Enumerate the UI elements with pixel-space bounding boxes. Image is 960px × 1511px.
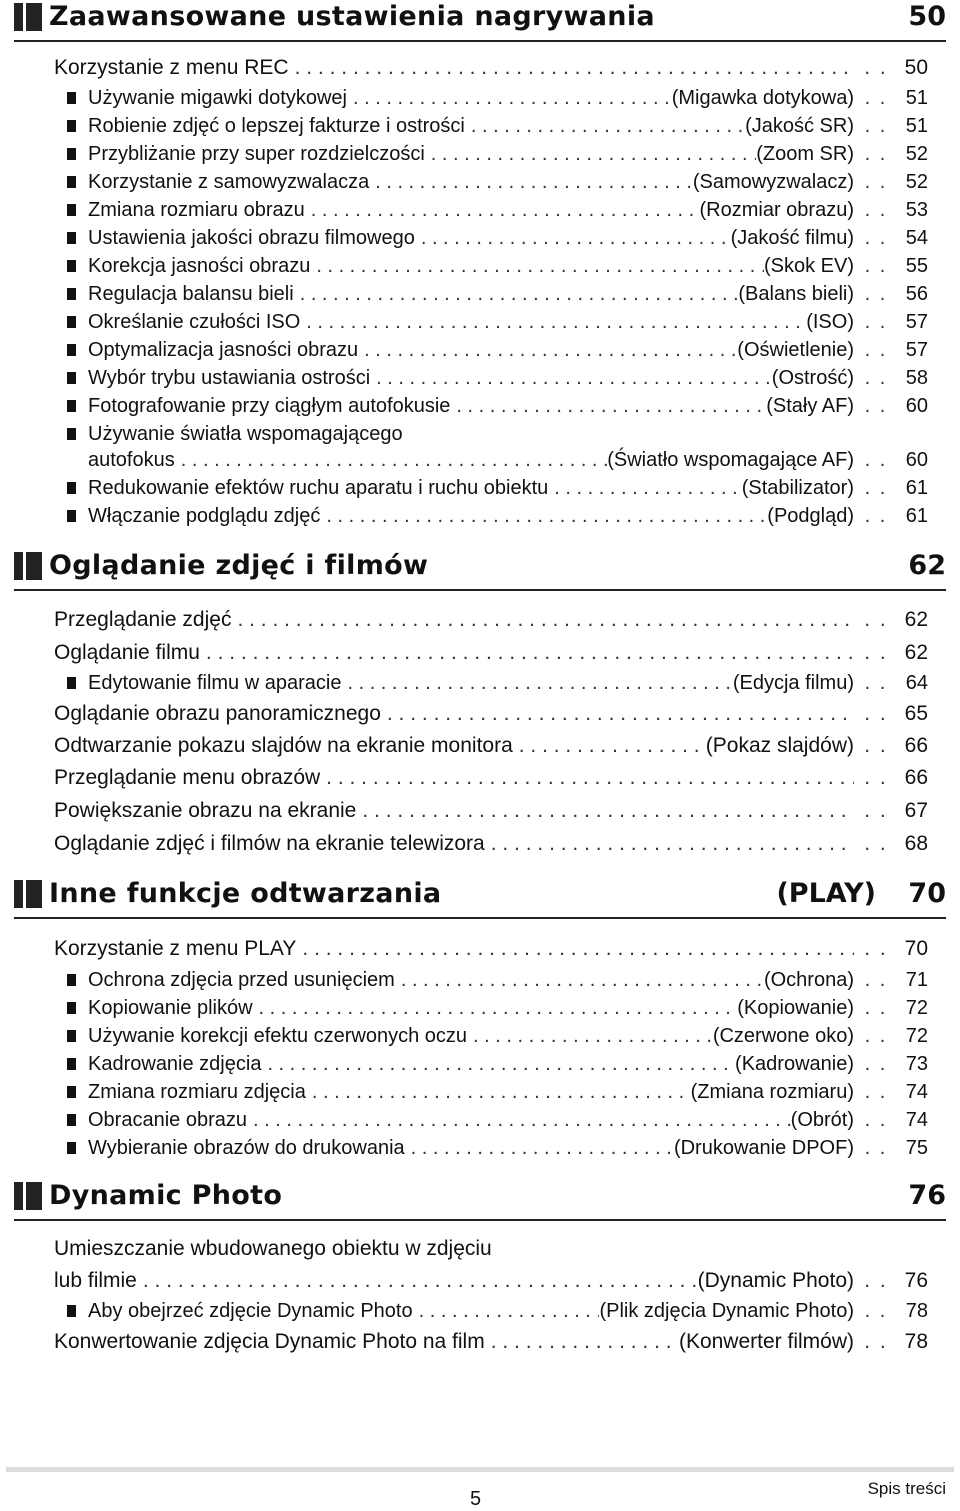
bullet-icon bbox=[67, 677, 76, 689]
toc-section bbox=[0, 0, 960, 42]
leader-dots-tail: . . bbox=[864, 56, 888, 79]
toc-section bbox=[0, 1179, 960, 1221]
toc-entry[interactable] bbox=[0, 933, 960, 965]
leader-dots bbox=[347, 84, 672, 112]
section-title-suffix: (PLAY) bbox=[776, 878, 876, 909]
toc-entry[interactable] bbox=[0, 637, 960, 669]
leader-dots bbox=[415, 224, 731, 252]
section-title: Zaawansowane ustawienia nagrywania bbox=[49, 1, 655, 32]
toc-entry-page: 73 bbox=[905, 1053, 928, 1075]
bullet-icon bbox=[67, 92, 76, 104]
leader-dots-tail: . . bbox=[864, 766, 888, 789]
toc-entry[interactable] bbox=[0, 1134, 960, 1162]
bullet-icon bbox=[67, 1002, 76, 1014]
section-page-number: 76 bbox=[908, 1180, 946, 1211]
bullet-icon bbox=[67, 260, 76, 272]
bullet-icon bbox=[67, 400, 76, 412]
toc-entry-page: 52 bbox=[905, 171, 928, 193]
toc-entry-page: 54 bbox=[905, 227, 928, 249]
leader-dots bbox=[465, 112, 745, 140]
toc-entry[interactable] bbox=[0, 1265, 960, 1297]
toc-entry-page: 72 bbox=[905, 1025, 928, 1047]
toc-entry[interactable] bbox=[0, 308, 960, 336]
toc-entry-menu-ref: (Stabilizator) bbox=[741, 477, 854, 499]
leader-dots-tail: . . bbox=[864, 608, 888, 631]
bullet-icon bbox=[67, 482, 76, 494]
section-title: Dynamic Photo bbox=[49, 1180, 283, 1211]
leader-dots bbox=[310, 252, 764, 280]
toc-entry-label: Oglądanie obrazu panoramicznego bbox=[54, 702, 381, 725]
toc-entry-page: 78 bbox=[904, 1330, 928, 1353]
toc-entry[interactable] bbox=[0, 84, 960, 112]
toc-entry-menu-ref: (Kadrowanie) bbox=[735, 1053, 854, 1075]
toc-entry-page: 58 bbox=[905, 367, 928, 389]
bullet-icon bbox=[67, 1142, 76, 1154]
toc-entry-page: 65 bbox=[904, 702, 928, 725]
toc-entry[interactable] bbox=[0, 446, 960, 474]
leader-dots-tail: . . bbox=[864, 227, 888, 249]
leader-dots-tail: . . bbox=[864, 199, 888, 221]
leader-dots-tail: . . bbox=[864, 672, 888, 694]
toc-entry-menu-ref: (Drukowanie DPOF) bbox=[673, 1137, 854, 1159]
leader-dots bbox=[320, 762, 854, 794]
bullet-icon bbox=[67, 204, 76, 216]
toc-entry-label: Korzystanie z samowyzwalacza bbox=[88, 171, 370, 193]
leader-dots bbox=[300, 308, 806, 336]
leader-dots bbox=[513, 730, 706, 762]
toc-entry-page: 57 bbox=[905, 311, 928, 333]
toc-entry-page: 52 bbox=[905, 143, 928, 165]
bullet-icon bbox=[67, 232, 76, 244]
toc-entry-label: Kadrowanie zdjęcia bbox=[88, 1053, 262, 1075]
leader-dots bbox=[261, 1050, 735, 1078]
bullet-icon bbox=[67, 974, 76, 986]
toc-entry-label: Korzystanie z menu REC bbox=[54, 56, 289, 79]
toc-entry[interactable] bbox=[0, 280, 960, 308]
toc-entry[interactable] bbox=[0, 1297, 960, 1325]
leader-dots bbox=[306, 1078, 691, 1106]
toc-entry[interactable] bbox=[0, 196, 960, 224]
toc-section bbox=[0, 549, 960, 591]
toc-entry-page: 66 bbox=[904, 766, 928, 789]
leader-dots bbox=[253, 994, 738, 1022]
bullet-icon bbox=[67, 1030, 76, 1042]
toc-entry-label: lub filmie bbox=[54, 1269, 137, 1292]
toc-entry-page: 72 bbox=[905, 997, 928, 1019]
toc-entry-menu-ref: (Ostrość) bbox=[771, 367, 854, 389]
section-header bbox=[14, 877, 946, 919]
toc-entry[interactable] bbox=[0, 1078, 960, 1106]
toc-entry-page: 56 bbox=[905, 283, 928, 305]
toc-entry-label: Kopiowanie plików bbox=[88, 997, 253, 1019]
toc-entry[interactable] bbox=[0, 168, 960, 196]
page-number: 5 bbox=[470, 1488, 482, 1510]
leader-dots-tail: . . bbox=[864, 1053, 888, 1075]
leader-dots bbox=[369, 168, 693, 196]
section-marker-icon bbox=[14, 880, 42, 908]
toc-entry-page: 61 bbox=[905, 505, 928, 527]
toc-entry-label: Przeglądanie menu obrazów bbox=[54, 766, 321, 789]
toc-entry-label: Zmiana rozmiaru obrazu bbox=[88, 199, 305, 221]
bullet-icon bbox=[67, 510, 76, 522]
toc-entry-page: 74 bbox=[905, 1081, 928, 1103]
toc-entry[interactable] bbox=[0, 698, 960, 730]
toc-entry-label: Włączanie podglądu zdjęć bbox=[88, 505, 321, 527]
leader-dots bbox=[231, 604, 854, 636]
toc-entry-page: 60 bbox=[905, 395, 928, 417]
toc-entry-label: Przeglądanie zdjęć bbox=[54, 608, 232, 631]
toc-entry-page: 57 bbox=[905, 339, 928, 361]
section-marker-icon bbox=[14, 1182, 42, 1210]
toc-entry-menu-ref: (Dynamic Photo) bbox=[697, 1269, 854, 1292]
leader-dots-tail: . . bbox=[864, 997, 888, 1019]
toc-entry[interactable] bbox=[0, 730, 960, 762]
toc-entry-label-line1[interactable]: Używanie światła wspomagającego bbox=[88, 423, 403, 445]
toc-entry-menu-ref: (Jakość SR) bbox=[745, 115, 854, 137]
toc-entry-label: Edytowanie filmu w aparacie bbox=[88, 672, 342, 694]
toc-entry-menu-ref: (Migawka dotykowa) bbox=[671, 87, 854, 109]
footer-divider bbox=[6, 1467, 954, 1472]
toc-entry-page: 62 bbox=[904, 608, 928, 631]
bullet-icon bbox=[67, 344, 76, 356]
leader-dots-tail: . . bbox=[864, 832, 888, 855]
toc-entry-label: Odtwarzanie pokazu slajdów na ekranie monitora bbox=[54, 734, 513, 757]
toc-entry[interactable] bbox=[0, 392, 960, 420]
section-header bbox=[14, 1179, 946, 1221]
toc-entry-label-line1[interactable]: Umieszczanie wbudowanego obiektu w zdjęciu bbox=[54, 1237, 492, 1260]
toc-entry-page: 64 bbox=[905, 672, 928, 694]
toc-entry-menu-ref: (Samowyzwalacz) bbox=[692, 171, 854, 193]
toc-entry-label: Ustawienia jakości obrazu filmowego bbox=[88, 227, 415, 249]
leader-dots-tail: . . bbox=[864, 702, 888, 725]
toc-entry-page: 78 bbox=[905, 1300, 928, 1322]
leader-dots bbox=[370, 364, 772, 392]
toc-entry[interactable] bbox=[0, 474, 960, 502]
toc-entry-label: Oglądanie filmu bbox=[54, 641, 200, 664]
bullet-icon bbox=[67, 1114, 76, 1126]
bullet-icon bbox=[67, 176, 76, 188]
toc-entry-page: 70 bbox=[904, 937, 928, 960]
leader-dots bbox=[450, 392, 766, 420]
toc-entry-page: 53 bbox=[905, 199, 928, 221]
section-marker-icon bbox=[14, 552, 42, 580]
leader-dots-tail: . . bbox=[864, 367, 888, 389]
toc-entry[interactable] bbox=[0, 669, 960, 697]
toc-entry-label: Powiększanie obrazu na ekranie bbox=[54, 799, 357, 822]
leader-dots bbox=[358, 336, 737, 364]
toc-entry-label: Regulacja balansu bieli bbox=[88, 283, 294, 305]
toc-entry-menu-ref: (Rozmiar obrazu) bbox=[699, 199, 854, 221]
leader-dots bbox=[296, 933, 854, 965]
toc-entry-label: Obracanie obrazu bbox=[88, 1109, 247, 1131]
toc-section bbox=[0, 877, 960, 919]
leader-dots bbox=[305, 196, 700, 224]
toc-entry-label: Fotografowanie przy ciągłym autofokusie bbox=[88, 395, 451, 417]
toc-entry-menu-ref: (Obrót) bbox=[790, 1109, 854, 1131]
toc-entry[interactable] bbox=[0, 140, 960, 168]
leader-dots bbox=[413, 1297, 600, 1325]
toc-entry-label: Używanie korekcji efektu czerwonych oczu bbox=[88, 1025, 468, 1047]
toc-entry-label: Ochrona zdjęcia przed usunięciem bbox=[88, 969, 395, 991]
leader-dots bbox=[485, 828, 854, 860]
section-header bbox=[14, 0, 946, 42]
toc-entry-menu-ref: (Podgląd) bbox=[767, 505, 854, 527]
toc-entry-label: Zmiana rozmiaru zdjęcia bbox=[88, 1081, 306, 1103]
leader-dots-tail: . . bbox=[864, 1025, 888, 1047]
toc-entry-menu-ref: (Edycja filmu) bbox=[732, 672, 854, 694]
leader-dots-tail: . . bbox=[864, 477, 888, 499]
toc-entry-page: 60 bbox=[905, 449, 928, 471]
leader-dots bbox=[425, 140, 756, 168]
toc-entry-page: 55 bbox=[905, 255, 928, 277]
toc-entry[interactable] bbox=[0, 966, 960, 994]
section-page-number: 70 bbox=[908, 878, 946, 909]
section-header bbox=[14, 549, 946, 591]
toc-entry-menu-ref: (Pokaz slajdów) bbox=[705, 734, 854, 757]
toc-entry-label: Redukowanie efektów ruchu aparatu i ruchu obiektu bbox=[88, 477, 549, 499]
toc-entry-menu-ref: (Konwerter filmów) bbox=[678, 1330, 854, 1353]
toc-entry-menu-ref: (Zoom SR) bbox=[756, 143, 854, 165]
leader-dots-tail: . . bbox=[864, 1081, 888, 1103]
toc-entry-label: autofokus bbox=[88, 449, 175, 471]
bullet-icon bbox=[67, 288, 76, 300]
leader-dots-tail: . . bbox=[864, 395, 888, 417]
toc-entry-page: 51 bbox=[905, 87, 928, 109]
section-title: Inne funkcje odtwarzania bbox=[49, 878, 442, 909]
toc-entry-page: 76 bbox=[904, 1269, 928, 1292]
leader-dots bbox=[405, 1134, 674, 1162]
leader-dots-tail: . . bbox=[864, 143, 888, 165]
toc-entry-label: Korzystanie z menu PLAY bbox=[54, 937, 297, 960]
toc-entry-label: Wybór trybu ustawiania ostrości bbox=[88, 367, 371, 389]
toc-entry-menu-ref: (Balans bieli) bbox=[738, 283, 854, 305]
section-title: Oglądanie zdjęć i filmów bbox=[49, 550, 429, 581]
leader-dots-tail: . . bbox=[864, 1330, 888, 1353]
toc-entry-menu-ref: (Światło wspomagające AF) bbox=[607, 449, 854, 471]
leader-dots bbox=[381, 698, 854, 730]
toc-entry[interactable] bbox=[0, 762, 960, 794]
leader-dots-tail: . . bbox=[864, 171, 888, 193]
toc-entry-label: Oglądanie zdjęć i filmów na ekranie telewizora bbox=[54, 832, 485, 855]
toc-entry[interactable] bbox=[0, 1106, 960, 1134]
toc-entry[interactable] bbox=[0, 1022, 960, 1050]
leader-dots bbox=[294, 280, 739, 308]
toc-entry[interactable] bbox=[0, 828, 960, 860]
toc-entry-label: Optymalizacja jasności obrazu bbox=[88, 339, 359, 361]
bullet-icon bbox=[67, 428, 76, 440]
toc-entry-menu-ref: (Skok EV) bbox=[763, 255, 854, 277]
toc-entry-menu-ref: (Ochrona) bbox=[763, 969, 854, 991]
toc-entry-label: Przybliżanie przy super rozdzielczości bbox=[88, 143, 425, 165]
toc-entry[interactable] bbox=[0, 112, 960, 140]
leader-dots bbox=[289, 52, 854, 84]
toc-entry-menu-ref: (ISO) bbox=[806, 311, 854, 333]
leader-dots-tail: . . bbox=[864, 1109, 888, 1131]
toc-entry[interactable] bbox=[0, 224, 960, 252]
toc-entry[interactable] bbox=[0, 52, 960, 84]
footer-label: Spis treści bbox=[867, 1479, 946, 1498]
leader-dots bbox=[175, 446, 607, 474]
bullet-icon bbox=[67, 1086, 76, 1098]
toc-entry[interactable] bbox=[0, 336, 960, 364]
toc-entry[interactable] bbox=[0, 252, 960, 280]
toc-entry-page: 68 bbox=[904, 832, 928, 855]
leader-dots-tail: . . bbox=[864, 115, 888, 137]
leader-dots bbox=[467, 1022, 713, 1050]
toc-entry-label: Określanie czułości ISO bbox=[88, 311, 301, 333]
leader-dots bbox=[395, 966, 764, 994]
toc-entry-page: 67 bbox=[904, 799, 928, 822]
toc-entry-label: Korekcja jasności obrazu bbox=[88, 255, 311, 277]
section-marker-icon bbox=[14, 3, 42, 31]
toc-entry-label: Robienie zdjęć o lepszej fakturze i ostrości bbox=[88, 115, 465, 137]
toc-entry-page: 74 bbox=[905, 1109, 928, 1131]
toc-entry-menu-ref: (Plik zdjęcia Dynamic Photo) bbox=[599, 1300, 854, 1322]
bullet-icon bbox=[67, 1058, 76, 1070]
leader-dots-tail: . . bbox=[864, 255, 888, 277]
toc-entry-label: Konwertowanie zdjęcia Dynamic Photo na film bbox=[54, 1330, 485, 1353]
bullet-icon bbox=[67, 1305, 76, 1317]
toc-entry[interactable] bbox=[0, 364, 960, 392]
section-page-number: 62 bbox=[908, 550, 946, 581]
leader-dots-tail: . . bbox=[864, 799, 888, 822]
leader-dots bbox=[137, 1265, 698, 1297]
bullet-icon bbox=[67, 372, 76, 384]
leader-dots-tail: . . bbox=[864, 505, 888, 527]
toc-entry-menu-ref: (Oświetlenie) bbox=[737, 339, 854, 361]
toc-entry[interactable] bbox=[0, 1326, 960, 1358]
leader-dots-tail: . . bbox=[864, 87, 888, 109]
leader-dots bbox=[341, 669, 732, 697]
leader-dots-tail: . . bbox=[864, 641, 888, 664]
toc-entry-label: Aby obejrzeć zdjęcie Dynamic Photo bbox=[88, 1300, 413, 1322]
leader-dots-tail: . . bbox=[864, 283, 888, 305]
leader-dots bbox=[548, 474, 741, 502]
toc-entry-menu-ref: (Jakość filmu) bbox=[730, 227, 854, 249]
leader-dots bbox=[247, 1106, 791, 1134]
toc-entry[interactable] bbox=[0, 994, 960, 1022]
toc-entry-label: Wybieranie obrazów do drukowania bbox=[88, 1137, 405, 1159]
leader-dots bbox=[356, 795, 854, 827]
toc-entry-menu-ref: (Stały AF) bbox=[766, 395, 854, 417]
toc-entry[interactable] bbox=[0, 604, 960, 636]
section-page-number: 50 bbox=[908, 1, 946, 32]
bullet-icon bbox=[67, 120, 76, 132]
toc-entry-label: Używanie migawki dotykowej bbox=[88, 87, 347, 109]
leader-dots bbox=[320, 502, 767, 530]
leader-dots-tail: . . bbox=[864, 311, 888, 333]
bullet-icon bbox=[67, 316, 76, 328]
leader-dots-tail: . . bbox=[864, 1269, 888, 1292]
toc-entry-menu-ref: (Czerwone oko) bbox=[712, 1025, 854, 1047]
leader-dots-tail: . . bbox=[864, 937, 888, 960]
leader-dots-tail: . . bbox=[864, 1137, 888, 1159]
leader-dots-tail: . . bbox=[864, 734, 888, 757]
leader-dots bbox=[200, 637, 854, 669]
toc-entry[interactable] bbox=[0, 1050, 960, 1078]
toc-entry-menu-ref: (Zmiana rozmiaru) bbox=[690, 1081, 854, 1103]
leader-dots-tail: . . bbox=[864, 339, 888, 361]
leader-dots-tail: . . bbox=[864, 1300, 888, 1322]
toc-entry-page: 71 bbox=[905, 969, 928, 991]
toc-entry-page: 50 bbox=[904, 56, 928, 79]
leader-dots bbox=[485, 1326, 679, 1358]
leader-dots-tail: . . bbox=[864, 969, 888, 991]
toc-entry-page: 66 bbox=[904, 734, 928, 757]
toc-entry-page: 51 bbox=[905, 115, 928, 137]
toc-entry[interactable] bbox=[0, 502, 960, 530]
leader-dots-tail: . . bbox=[864, 449, 888, 471]
toc-entry-page: 75 bbox=[905, 1137, 928, 1159]
toc-entry-menu-ref: (Kopiowanie) bbox=[737, 997, 854, 1019]
toc-entry-page: 62 bbox=[904, 641, 928, 664]
bullet-icon bbox=[67, 148, 76, 160]
toc-entry[interactable] bbox=[0, 795, 960, 827]
toc-entry-page: 61 bbox=[905, 477, 928, 499]
